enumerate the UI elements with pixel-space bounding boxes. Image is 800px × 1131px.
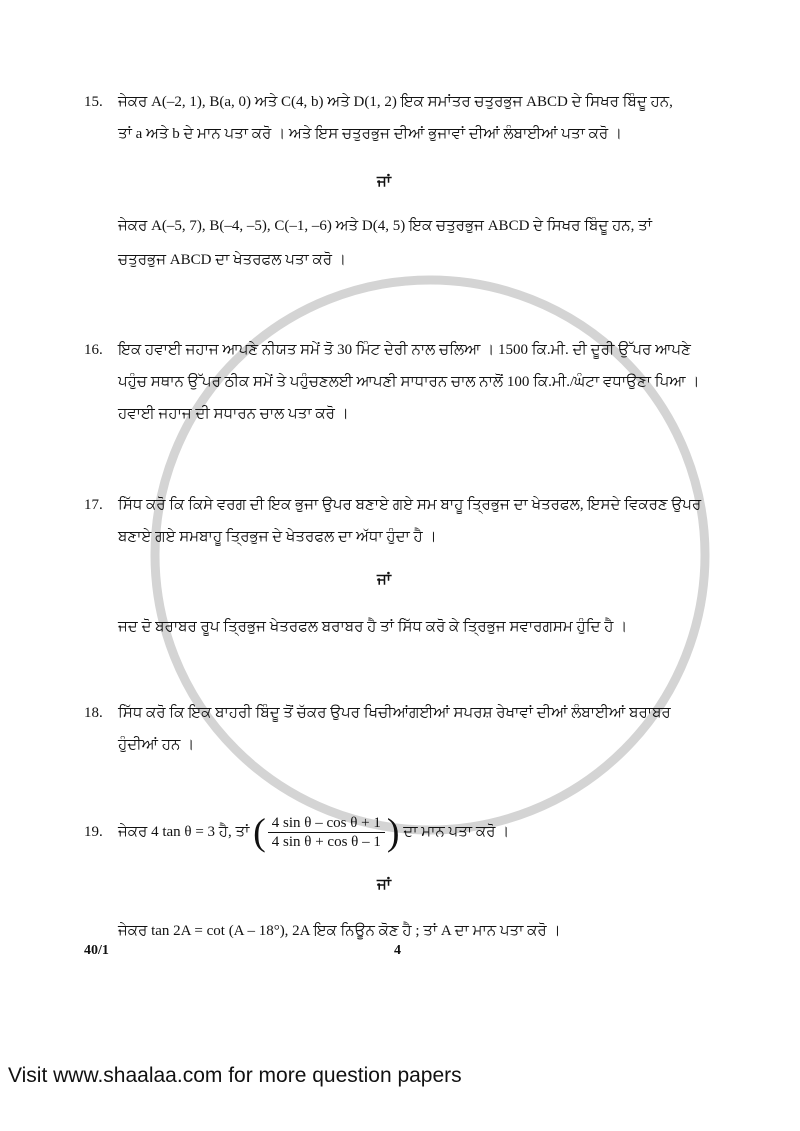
- or-label: ਜਾਂ: [377, 572, 392, 588]
- right-paren: ): [386, 811, 400, 854]
- or-label: ਜਾਂ: [377, 877, 392, 893]
- question-text: ਬਣਾਏ ਗਏ ਸਮਬਾਹੂ ਤ੍ਰਿਭੁਜ ਦੇ ਖੇਤਰਫਲ ਦਾ ਅੱਧਾ ਹੁੰਦਾ ਹੈ ।: [118, 529, 437, 545]
- question-number: 19.: [84, 824, 103, 840]
- question-text: ਸਿੱਧ ਕਰੋ ਕਿ ਇਕ ਬਾਹਰੀ ਬਿੰਦੂ ਤੋਂ ਚੱਕਰ ਉਪਰ ਖਿਚੀਆਂਗਈਆਂ ਸਪਰਸ਼ ਰੇਖਾਵਾਂ ਦੀਆਂ ਲੰਬਾਈਆਂ ਬਰਾਬਰ: [118, 705, 671, 721]
- question-alt-text: ਜੇਕਰ tan 2A = cot (A – 18°), 2A ਇਕ ਨਿਊਨ ਕੋਣ ਹੈ ; ਤਾਂ A ਦਾ ਮਾਨ ਪਤਾ ਕਰੋ ।: [118, 923, 561, 939]
- equation-prefix: ਜੇਕਰ 4 tan θ = 3 ਹੈ, ਤਾਂ: [118, 824, 250, 840]
- question-text: ਇਕ ਹਵਾਈ ਜਹਾਜ ਆਪਣੇ ਨੀਯਤ ਸਮੇਂ ਤੋ 30 ਮਿੰਟ ਦੇਰੀ ਨਾਲ ਚਲਿਆ । 1500 ਕਿ.ਮੀ. ਦੀ ਦੂਰੀ ਉੱਪਰ ਆਪਣੇ: [118, 342, 691, 358]
- question-number: 17.: [84, 497, 103, 513]
- question-alt-text: ਜੇਕਰ A(–5, 7), B(–4, –5), C(–1, –6) ਅਤੇ D(4, 5) ਇਕ ਚਤੁਰਭੁਜ ABCD ਦੇ ਸਿਖਰ ਬਿੰਦੂ ਹਨ, ਤਾਂ: [118, 218, 653, 234]
- question-number: 15.: [84, 94, 103, 110]
- visit-link-text[interactable]: Visit www.shaalaa.com for more question papers: [8, 1064, 462, 1087]
- question-text: ਹੁੰਦੀਆਂ ਹਨ ।: [118, 737, 195, 753]
- question-alt-text: ਜਦ ਦੋ ਬਰਾਬਰ ਰੂਪ ਤ੍ਰਿਭੁਜ ਖੇਤਰਫਲ ਬਰਾਬਰ ਹੈ ਤਾਂ ਸਿੱਧ ਕਰੋ ਕੇ ਤ੍ਰਿਭੁਜ ਸਵਾਰਗਸਮ ਹੁੰਦਿ ਹੈ ।: [118, 619, 628, 635]
- or-label: ਜਾਂ: [377, 174, 392, 190]
- question-text: ਜੇਕਰ A(–2, 1), B(a, 0) ਅਤੇ C(4, b) ਅਤੇ D(1, 2) ਇਕ ਸਮਾਂਤਰ ਚਤੁਰਭੁਜ ABCD ਦੇ ਸਿਖਰ ਬਿੰਦੂ ਹਨ,: [118, 94, 673, 110]
- fraction: [268, 814, 385, 851]
- question-number: 16.: [84, 342, 103, 358]
- question-text: ਤਾਂ a ਅਤੇ b ਦੇ ਮਾਨ ਪਤਾ ਕਰੋ । ਅਤੇ ਇਸ ਚਤੁਰਭੁਜ ਦੀਆਂ ਭੁਜਾਵਾਂ ਦੀਆਂ ਲੰਬਾਈਆਂ ਪਤਾ ਕਰੋ ।: [118, 126, 623, 142]
- watermark-circle: [155, 280, 705, 830]
- paper-code: 40/1: [84, 943, 109, 958]
- question-text: ਸਿੱਧ ਕਰੋ ਕਿ ਕਿਸੇ ਵਰਗ ਦੀ ਇਕ ਭੁਜਾ ਉਪਰ ਬਣਾਏ ਗਏ ਸਮ ਬਾਹੂ ਤ੍ਰਿਭੁਜ ਦਾ ਖੇਤਰਫਲ, ਇਸਦੇ ਵਿਕਰਣ ਉਪਰ: [118, 497, 702, 513]
- fraction-numerator: 4 sin θ – cos θ + 1: [268, 814, 385, 833]
- question-text: ਹਵਾਈ ਜਹਾਜ ਦੀ ਸਧਾਰਨ ਚਾਲ ਪਤਾ ਕਰੋ ।: [118, 406, 349, 422]
- fraction-denominator: 4 sin θ + cos θ – 1: [271, 834, 381, 851]
- equation-suffix: ਦਾ ਮਾਨ ਪਤਾ ਕਰੋ ।: [403, 824, 510, 840]
- left-paren: (: [253, 811, 266, 854]
- question-number: 18.: [84, 705, 103, 721]
- page-number: 4: [394, 943, 401, 958]
- question-alt-text: ਚਤੁਰਭੁਜ ABCD ਦਾ ਖੇਤਰਫਲ ਪਤਾ ਕਰੋ ।: [118, 252, 346, 268]
- question-text: ਪਹੁੰਚ ਸਥਾਨ ਉੱਪਰ ਠੀਕ ਸਮੇਂ ਤੇ ਪਹੁੰਚਣਲਈ ਆਪਣੀ ਸਾਧਾਰਨ ਚਾਲ ਨਾਲੋਂ 100 ਕਿ.ਮੀ./ਘੰਟਾ ਵਧਾਉਣਾ ਪਿਆ ।: [118, 374, 700, 390]
- question-text: [118, 810, 509, 854]
